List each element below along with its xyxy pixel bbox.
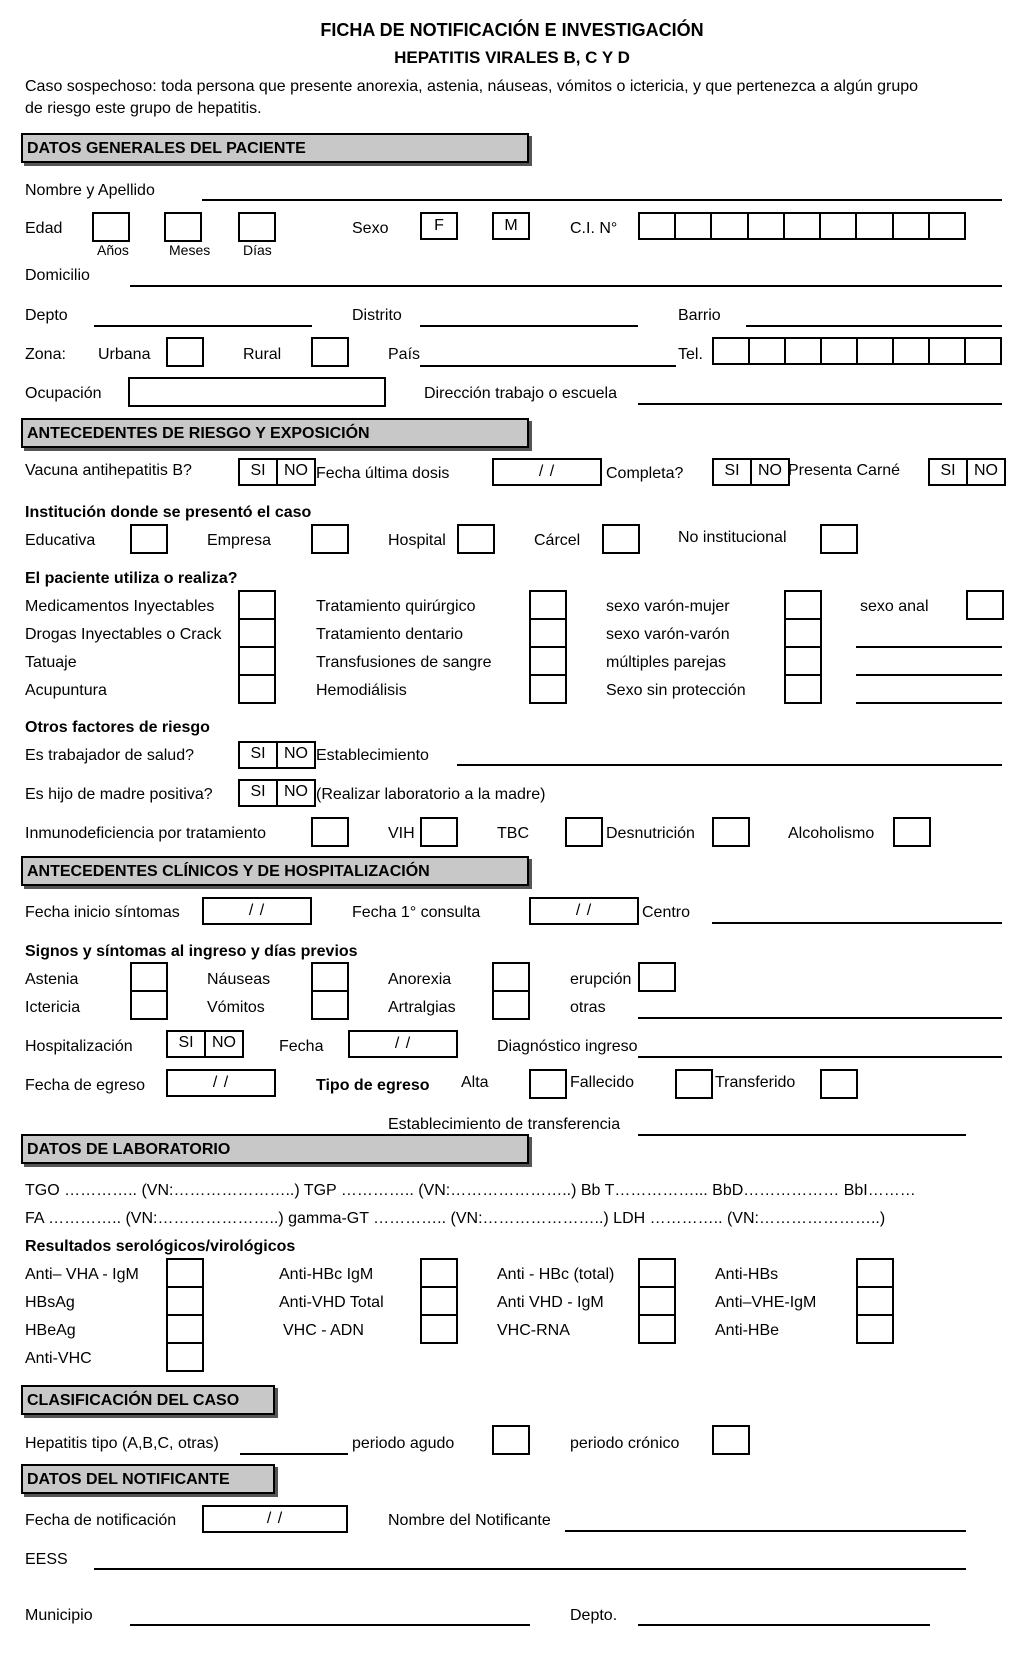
no-option[interactable]: NO: [750, 460, 788, 484]
serology-col2-checkboxes[interactable]: [420, 1258, 458, 1344]
label-age: Edad: [25, 220, 63, 237]
address-field[interactable]: [130, 285, 1002, 287]
serology-label: Anti - HBc (total): [497, 1266, 615, 1283]
age-months-box[interactable]: [164, 212, 202, 242]
serology-col3-checkboxes[interactable]: [638, 1258, 676, 1344]
divider: [420, 1286, 458, 1288]
label-last-dose: Fecha última dosis: [316, 465, 450, 482]
divider: [638, 1286, 676, 1288]
yes-option[interactable]: SI: [178, 1034, 194, 1051]
serology-label: Anti-HBc IgM: [279, 1266, 374, 1283]
divider: [784, 646, 822, 648]
label-alta: Alta: [461, 1074, 489, 1091]
yes-option[interactable]: SI: [250, 462, 266, 479]
label-sex: Sexo: [352, 220, 389, 237]
otras-field[interactable]: [638, 1017, 1002, 1019]
zone-rural-checkbox[interactable]: [311, 337, 349, 367]
label-tipo-egreso: Tipo de egreso: [316, 1077, 430, 1094]
label-urban: Urbana: [98, 346, 151, 363]
label-hepatitis-type: Hepatitis tipo (A,B,C, otras): [25, 1435, 219, 1452]
ci-number-boxes[interactable]: [638, 212, 966, 240]
serology-label: Anti-HBe: [715, 1322, 780, 1339]
transferido-checkbox[interactable]: [820, 1069, 858, 1099]
label-desnutricion: Desnutrición: [606, 825, 695, 842]
no-option[interactable]: NO: [966, 460, 1004, 484]
label-tatuaje: Tatuaje: [25, 654, 77, 671]
label-vv: sexo varón-varón: [606, 626, 730, 643]
label-months: Meses: [169, 242, 211, 258]
label-drogas: Drogas Inyectables o Crack: [25, 626, 222, 643]
serology-label: VHC-RNA: [497, 1322, 570, 1339]
label-occupation: Ocupación: [25, 385, 102, 402]
tel-boxes[interactable]: [712, 337, 1002, 365]
mother-note: (Realizar laboratorio a la madre): [316, 786, 546, 803]
last-dose-date-field[interactable]: / /: [492, 458, 602, 486]
label-work-address: Dirección trabajo o escuela: [424, 385, 617, 402]
label-centro: Centro: [642, 904, 691, 921]
no-option[interactable]: NO: [276, 781, 314, 805]
yes-option[interactable]: SI: [940, 462, 956, 479]
complete-yes-no[interactable]: [712, 458, 790, 486]
divider: [238, 646, 276, 648]
label-transferido: Transferido: [715, 1074, 796, 1091]
label-tbc: TBC: [497, 825, 529, 842]
label-country: País: [388, 346, 421, 363]
divider: [784, 674, 822, 676]
label-immuno: Inmunodeficiencia por tratamiento: [25, 825, 267, 842]
label-hospital: Hospital: [388, 532, 446, 549]
other-field-1[interactable]: [856, 646, 1002, 648]
intro-line-1: Caso sospechoso: toda persona que presente anorexia, astenia, náuseas, vómitos o ictericia, y que pertenezca a algún grupo: [25, 78, 919, 95]
label-carne: Presenta Carné: [788, 462, 901, 479]
work-address-field[interactable]: [638, 403, 1002, 405]
divider: [638, 1314, 676, 1316]
label-health-worker: Es trabajador de salud?: [25, 747, 194, 764]
notification-date-field[interactable]: / /: [202, 1505, 348, 1533]
serology-label: Anti VHD - IgM: [497, 1294, 604, 1311]
label-district: Distrito: [352, 307, 402, 324]
label-carcel: Cárcel: [534, 532, 581, 549]
section-header-notifier: DATOS DEL NOTIFICANTE: [21, 1464, 275, 1494]
label-quirurgico: Tratamiento quirúrgico: [316, 598, 476, 615]
label-days: Días: [243, 242, 272, 258]
divider: [238, 674, 276, 676]
health-worker-yes-no[interactable]: [238, 741, 316, 769]
zone-urban-checkbox[interactable]: [166, 337, 204, 367]
label-med-iny: Medicamentos Inyectables: [25, 598, 215, 615]
empresa-checkbox[interactable]: [311, 524, 349, 554]
anal-checkbox[interactable]: [966, 590, 1004, 620]
divider: [529, 618, 567, 620]
centro-field[interactable]: [712, 922, 1002, 924]
label-depto: Depto: [25, 307, 68, 324]
label-ictericia: Ictericia: [25, 999, 81, 1016]
label-chronic: periodo crónico: [570, 1435, 680, 1452]
label-depto-notifier: Depto.: [570, 1607, 618, 1624]
label-anorexia: Anorexia: [388, 971, 452, 988]
occupation-field[interactable]: [128, 377, 386, 407]
label-transfer-est: Establecimiento de transferencia: [388, 1116, 621, 1133]
serology-label: Anti-VHC: [25, 1350, 92, 1367]
barrio-field[interactable]: [746, 325, 1002, 327]
educativa-checkbox[interactable]: [130, 524, 168, 554]
immuno-checkbox[interactable]: [311, 817, 349, 847]
label-acute: periodo agudo: [352, 1435, 455, 1452]
lab-line-2[interactable]: FA ………….. (VN:…………………..) gamma-GT ………….. (VN:…………………..) LDH ………….. (VN:…………………..): [25, 1210, 886, 1227]
label-name: Nombre y Apellido: [25, 182, 155, 199]
divider: [420, 1314, 458, 1316]
divider: [130, 990, 168, 992]
sex-m-box[interactable]: M: [492, 212, 530, 240]
no-option[interactable]: NO: [204, 1032, 242, 1056]
yes-option[interactable]: SI: [250, 783, 266, 800]
municipio-field[interactable]: [130, 1624, 530, 1626]
onset-date-field[interactable]: / /: [202, 897, 312, 925]
establishment-field[interactable]: [457, 764, 1002, 766]
label-address: Domicilio: [25, 267, 90, 284]
serology-label: Anti-HBs: [715, 1266, 779, 1283]
no-option[interactable]: NO: [276, 460, 314, 484]
age-days-box[interactable]: [238, 212, 276, 242]
label-vm: sexo varón-mujer: [606, 598, 730, 615]
signs-title: Signos y síntomas al ingreso y días previos: [25, 943, 358, 960]
label-nauseas: Náuseas: [207, 971, 271, 988]
label-anal: sexo anal: [860, 598, 929, 615]
transfer-est-field[interactable]: [638, 1134, 966, 1136]
label-educativa: Educativa: [25, 532, 96, 549]
divider: [529, 674, 567, 676]
divider: [492, 990, 530, 992]
label-mother: Es hijo de madre positiva?: [25, 786, 213, 803]
alcoholismo-checkbox[interactable]: [893, 817, 931, 847]
serology-label: HBsAg: [25, 1294, 75, 1311]
label-ci: C.I. N°: [570, 220, 618, 237]
label-eess: EESS: [25, 1551, 68, 1568]
label-zone: Zona:: [25, 346, 66, 363]
label-acupuntura: Acupuntura: [25, 682, 107, 699]
fallecido-checkbox[interactable]: [675, 1069, 713, 1099]
label-empresa: Empresa: [207, 532, 272, 549]
desnutricion-checkbox[interactable]: [712, 817, 750, 847]
label-hosp-date: Fecha: [279, 1038, 324, 1055]
hosp-date-field[interactable]: / /: [348, 1030, 458, 1058]
tbc-checkbox[interactable]: [565, 817, 603, 847]
serology-label: VHC - ADN: [283, 1322, 364, 1339]
country-field[interactable]: [420, 365, 676, 367]
section-header-lab: DATOS DE LABORATORIO: [21, 1134, 529, 1164]
serology-col4-checkboxes[interactable]: [856, 1258, 894, 1344]
divider: [166, 1286, 204, 1288]
name-field[interactable]: [202, 199, 1002, 201]
district-field[interactable]: [420, 325, 638, 327]
label-astenia: Astenia: [25, 971, 79, 988]
uses-title: El paciente utiliza o realiza?: [25, 570, 238, 587]
form-subtitle: HEPATITIS VIRALES B, C Y D: [394, 48, 630, 67]
mother-yes-no[interactable]: [238, 779, 316, 807]
vih-checkbox[interactable]: [420, 817, 458, 847]
label-establishment: Establecimiento: [316, 747, 429, 764]
label-first-consult: Fecha 1° consulta: [352, 904, 481, 921]
label-notifier-name: Nombre del Notificante: [388, 1512, 551, 1529]
depto-notifier-field[interactable]: [638, 1624, 930, 1626]
erupcion-checkbox[interactable]: [638, 962, 676, 992]
label-vaccine: Vacuna antihepatitis B?: [25, 462, 192, 479]
section-header-risk: ANTECEDENTES DE RIESGO Y EXPOSICIÓN: [21, 418, 529, 448]
chronic-checkbox[interactable]: [712, 1425, 750, 1455]
eess-field[interactable]: [94, 1568, 966, 1570]
label-hemodialisis: Hemodiálisis: [316, 682, 407, 699]
label-rural: Rural: [243, 346, 282, 363]
divider: [856, 1314, 894, 1316]
vaccine-yes-no[interactable]: [238, 458, 316, 486]
serology-label: Anti–VHE-IgM: [715, 1294, 817, 1311]
serology-label: HBeAg: [25, 1322, 76, 1339]
label-no-institucional: No institucional: [678, 529, 787, 546]
label-vomitos: Vómitos: [207, 999, 265, 1016]
label-barrio: Barrio: [678, 307, 721, 324]
institution-title: Institución donde se presentó el caso: [25, 504, 312, 521]
divider: [238, 618, 276, 620]
divider: [529, 646, 567, 648]
serology-label: Anti-VHD Total: [279, 1294, 384, 1311]
alta-checkbox[interactable]: [529, 1069, 567, 1099]
other-field-3[interactable]: [856, 702, 1002, 704]
form-title: FICHA DE NOTIFICACIÓN E INVESTIGACIÓN: [320, 20, 704, 40]
label-sin-prot: Sexo sin protección: [606, 682, 746, 699]
label-fallecido: Fallecido: [570, 1074, 635, 1091]
label-hosp: Hospitalización: [25, 1038, 133, 1055]
label-otras: otras: [570, 999, 606, 1016]
label-artralgias: Artralgias: [388, 999, 456, 1016]
yes-option[interactable]: SI: [250, 745, 266, 762]
age-years-box[interactable]: [92, 212, 130, 242]
notifier-name-field[interactable]: [565, 1530, 966, 1532]
divider: [166, 1342, 204, 1344]
label-municipio: Municipio: [25, 1607, 93, 1624]
lab-line-1[interactable]: TGO ………….. (VN:…………………..) TGP ………….. (VN:…………………..) Bb T……………... BbD……………… BbI………: [25, 1182, 916, 1199]
label-erupcion: erupción: [570, 971, 632, 988]
section-header-clinical: ANTECEDENTES CLÍNICOS Y DE HOSPITALIZACIÓN: [21, 856, 529, 886]
divider: [166, 1314, 204, 1316]
carcel-checkbox[interactable]: [602, 524, 640, 554]
hosp-yes-no[interactable]: [166, 1030, 244, 1058]
dx-field[interactable]: [638, 1056, 1002, 1058]
divider: [311, 990, 349, 992]
divider: [856, 1286, 894, 1288]
sex-f-box[interactable]: F: [420, 212, 458, 240]
carne-yes-no[interactable]: [928, 458, 1006, 486]
label-dx: Diagnóstico ingreso: [497, 1038, 638, 1055]
label-notification-date: Fecha de notificación: [25, 1512, 177, 1529]
label-alcoholismo: Alcoholismo: [788, 825, 875, 842]
hospital-checkbox[interactable]: [457, 524, 495, 554]
first-consult-date-field[interactable]: / /: [529, 897, 639, 925]
serology-label: Anti– VHA - IgM: [25, 1266, 139, 1283]
section-header-general: DATOS GENERALES DEL PACIENTE: [21, 133, 529, 163]
egreso-date-field[interactable]: / /: [166, 1069, 276, 1097]
label-complete: Completa?: [606, 465, 684, 482]
no-option[interactable]: NO: [276, 743, 314, 767]
label-onset: Fecha inicio síntomas: [25, 904, 180, 921]
label-parejas: múltiples parejas: [606, 654, 727, 671]
label-transfusiones: Transfusiones de sangre: [316, 654, 492, 671]
hepatitis-type-field[interactable]: [240, 1453, 348, 1455]
intro-line-2: de riesgo este grupo de hepatitis.: [25, 100, 262, 117]
depto-field[interactable]: [94, 325, 312, 327]
serology-title: Resultados serológicos/virológicos: [25, 1238, 296, 1255]
label-egreso: Fecha de egreso: [25, 1077, 146, 1094]
other-factors-title: Otros factores de riesgo: [25, 719, 210, 736]
label-tel: Tel.: [678, 346, 703, 363]
no-institucional-checkbox[interactable]: [820, 524, 858, 554]
label-years: Años: [97, 242, 129, 258]
divider: [784, 618, 822, 620]
label-vih: VIH: [388, 825, 415, 842]
label-dentario: Tratamiento dentario: [316, 626, 464, 643]
other-field-2[interactable]: [856, 674, 1002, 676]
section-header-classification: CLASIFICACIÓN DEL CASO: [21, 1385, 275, 1415]
acute-checkbox[interactable]: [492, 1425, 530, 1455]
yes-option[interactable]: SI: [724, 462, 740, 479]
